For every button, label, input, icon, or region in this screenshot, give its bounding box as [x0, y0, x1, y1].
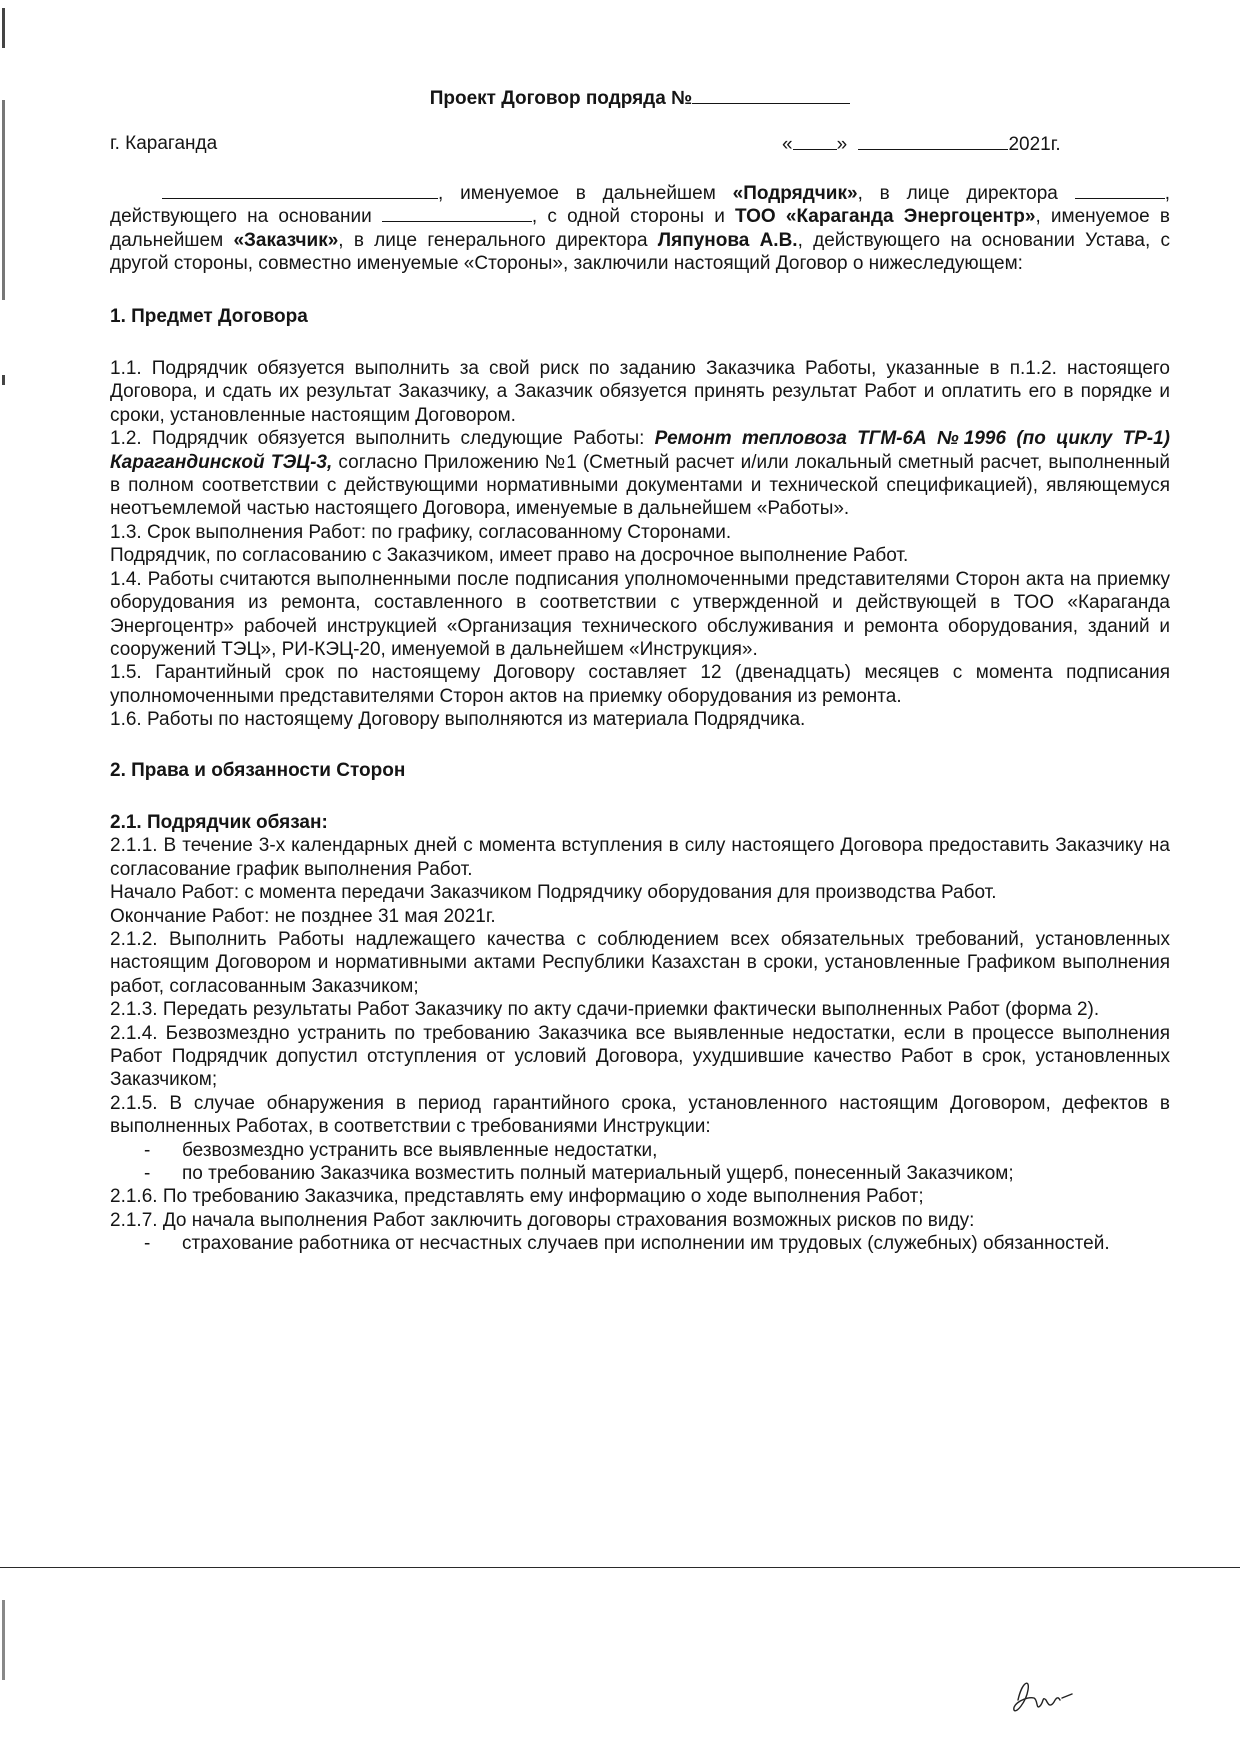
scan-edge-mark: [2, 1600, 5, 1680]
contractor-name-blank[interactable]: [162, 182, 438, 199]
clause-2-1-7: 2.1.7. До начала выполнения Работ заключить договоры страхования возможных рисков по виду:: [110, 1209, 975, 1231]
clause-1-3-note: Подрядчик, по согласованию с Заказчиком, имеет право на досрочное выполнение Работ.: [110, 545, 909, 567]
handwritten-initials: [1008, 1670, 1078, 1720]
date-quote-close: »: [836, 134, 848, 155]
section-2-heading: 2. Права и обязанности Сторон: [110, 759, 406, 781]
clause-2-1-4: 2.1.4. Безвозмездно устранить по требованию Заказчика все выявленные недостатки, если в процессе выполнения Работ Подрядчик допустил отступления от условий Договора, ухудшившие качество Работ в срок, установленных Заказчиком;: [110, 1022, 1170, 1091]
preamble-text: , в лице директора: [857, 183, 1075, 204]
page-bottom-rule: [0, 1567, 1240, 1568]
works-description: Ремонт тепловоза ТГМ-6А №1996 (по циклу ТР-1) Карагандинской ТЭЦ-3,: [110, 428, 1171, 473]
dash-marker: -: [144, 1163, 151, 1185]
basis-blank[interactable]: [382, 205, 532, 222]
clause-2-1-1: 2.1.1. В течение 3-х календарных дней с момента вступления в силу настоящего Договора предоставить Заказчику на согласование график выполнения Работ.: [110, 835, 1170, 880]
date-quote-open: «: [782, 134, 793, 155]
clause-text: 1.2. Подрядчик обязуется выполнить следующие Работы:: [110, 428, 655, 450]
day-blank[interactable]: [793, 133, 837, 150]
title-text: Проект Договор подряда №: [429, 88, 693, 109]
preamble-text: , действующего на основании Устава, с другой стороны, совместно именуемые «Стороны», заключили настоящий Договор о нижеследующем:: [110, 229, 1170, 275]
customer-term: «Заказчик»: [233, 229, 339, 251]
document-body: [110, 182, 1170, 1256]
date-line: [782, 133, 1061, 156]
subsection-2-1: 2.1. Подрядчик обязан:: [110, 811, 328, 833]
works-start: Начало Работ: с момента передачи Заказчиком Подрядчику оборудования для производства Работ.: [110, 882, 997, 904]
works-end: Окончание Работ: не позднее 31 мая 2021г.: [110, 905, 496, 927]
clause-1-1: 1.1. Подрядчик обязуется выполнить за свой риск по заданию Заказчика Работы, указанные в п.1.2. настоящего Договора, и сдать их результат Заказчику, а Заказчик обязуется принять результат Работ и оплатить его в порядке и сроки, установленные настоящим Договором.: [110, 358, 1170, 426]
preamble-text: , действующего на основании: [110, 183, 1170, 228]
clause-1-3: 1.3. Срок выполнения Работ: по графику, согласованному Сторонами.: [110, 521, 732, 543]
date-year: 2021г.: [1008, 134, 1061, 155]
contractor-term: «Подрядчик»: [732, 183, 858, 204]
document-title: [110, 87, 1170, 110]
scan-edge-mark: [2, 8, 5, 48]
clause-1-5: 1.5. Гарантийный срок по настоящему Договору составляет 12 (двенадцать) месяцев с момента подписания уполномоченными представителями Сторон актов на приемку оборудования из ремонта.: [110, 662, 1170, 707]
preamble-text: , именуемое в дальнейшем: [438, 183, 733, 204]
section-1-heading: 1. Предмет Договора: [110, 305, 308, 327]
director-name: Ляпунова А.В.: [657, 229, 798, 251]
contract-number-blank[interactable]: [692, 87, 850, 104]
list-item-text: страхование работника от несчастных случаев при исполнении им трудовых (служебных) обязанностей.: [182, 1233, 1110, 1255]
customer-company: ТОО «Караганда Энергоцентр»: [735, 206, 1036, 228]
dash-marker: -: [144, 1139, 151, 1161]
preamble: [110, 182, 1170, 276]
clause-2-1-6: 2.1.6. По требованию Заказчика, представлять ему информацию о ходе выполнения Работ;: [110, 1186, 924, 1208]
list-item-text: безвозмездно устранить все выявленные недостатки,: [182, 1139, 658, 1161]
clause-2-1-3: 2.1.3. Передать результаты Работ Заказчику по акту сдачи-приемки фактически выполненных Работ (форма 2).: [110, 999, 1100, 1021]
list-item: [110, 1162, 1170, 1185]
preamble-text: , именуемое в дальнейшем: [110, 206, 1170, 251]
list-item-text: по требованию Заказчика возместить полный материальный ущерб, понесенный Заказчиком;: [182, 1163, 1014, 1185]
clause-2-1-2: 2.1.2. Выполнить Работы надлежащего качества с соблюдением всех обязательных требований, установленных настоящим Договором и нормативными актами Республики Казахстан в сроки, установленные Графиком выполнения работ, согласованным Заказчиком;: [110, 928, 1170, 997]
list-item: [110, 1232, 1170, 1255]
preamble-text: , с одной стороны и: [531, 206, 736, 228]
clause-2-1-5: 2.1.5. В случае обнаружения в период гарантийного срока, установленного настоящим Договором, дефектов в выполненных Работах, в соответствии с требованиями Инструкции:: [110, 1092, 1170, 1138]
scan-edge-mark: [2, 100, 5, 300]
dash-marker: -: [144, 1233, 151, 1255]
city: г. Караганда: [110, 133, 218, 154]
clause-1-4: 1.4. Работы считаются выполненными после подписания уполномоченными представителями Сторон акта на приемку оборудования из ремонта, составленного в соответствии с утвержденной и действующей в ТОО «Караганда Энергоцентр» рабочей инструкцией «Организация технического обслуживания и ремонта оборудования, зданий и сооружений ТЭЦ», РИ-КЭЦ-20, именуемой в дальнейшем «Инструкция».: [110, 568, 1170, 660]
month-blank[interactable]: [858, 133, 1008, 150]
list-item: [110, 1139, 1170, 1162]
clause-text: согласно Приложению №1 (Сметный расчет и/или локальный сметный расчет, выполненный в полном соответствии с действующими нормативными документами и технической спецификацией), являющемуся неотъемлемой частью настоящего Договора, именуемые в дальнейшем «Работы».: [110, 451, 1170, 520]
clause-1-6: 1.6. Работы по настоящему Договору выполняются из материала Подрядчика.: [110, 709, 806, 731]
director-name-blank[interactable]: [1075, 182, 1165, 199]
clause-1-2: [110, 427, 1170, 521]
preamble-text: , в лице генерального директора: [338, 229, 658, 251]
scan-edge-mark: [2, 375, 5, 385]
